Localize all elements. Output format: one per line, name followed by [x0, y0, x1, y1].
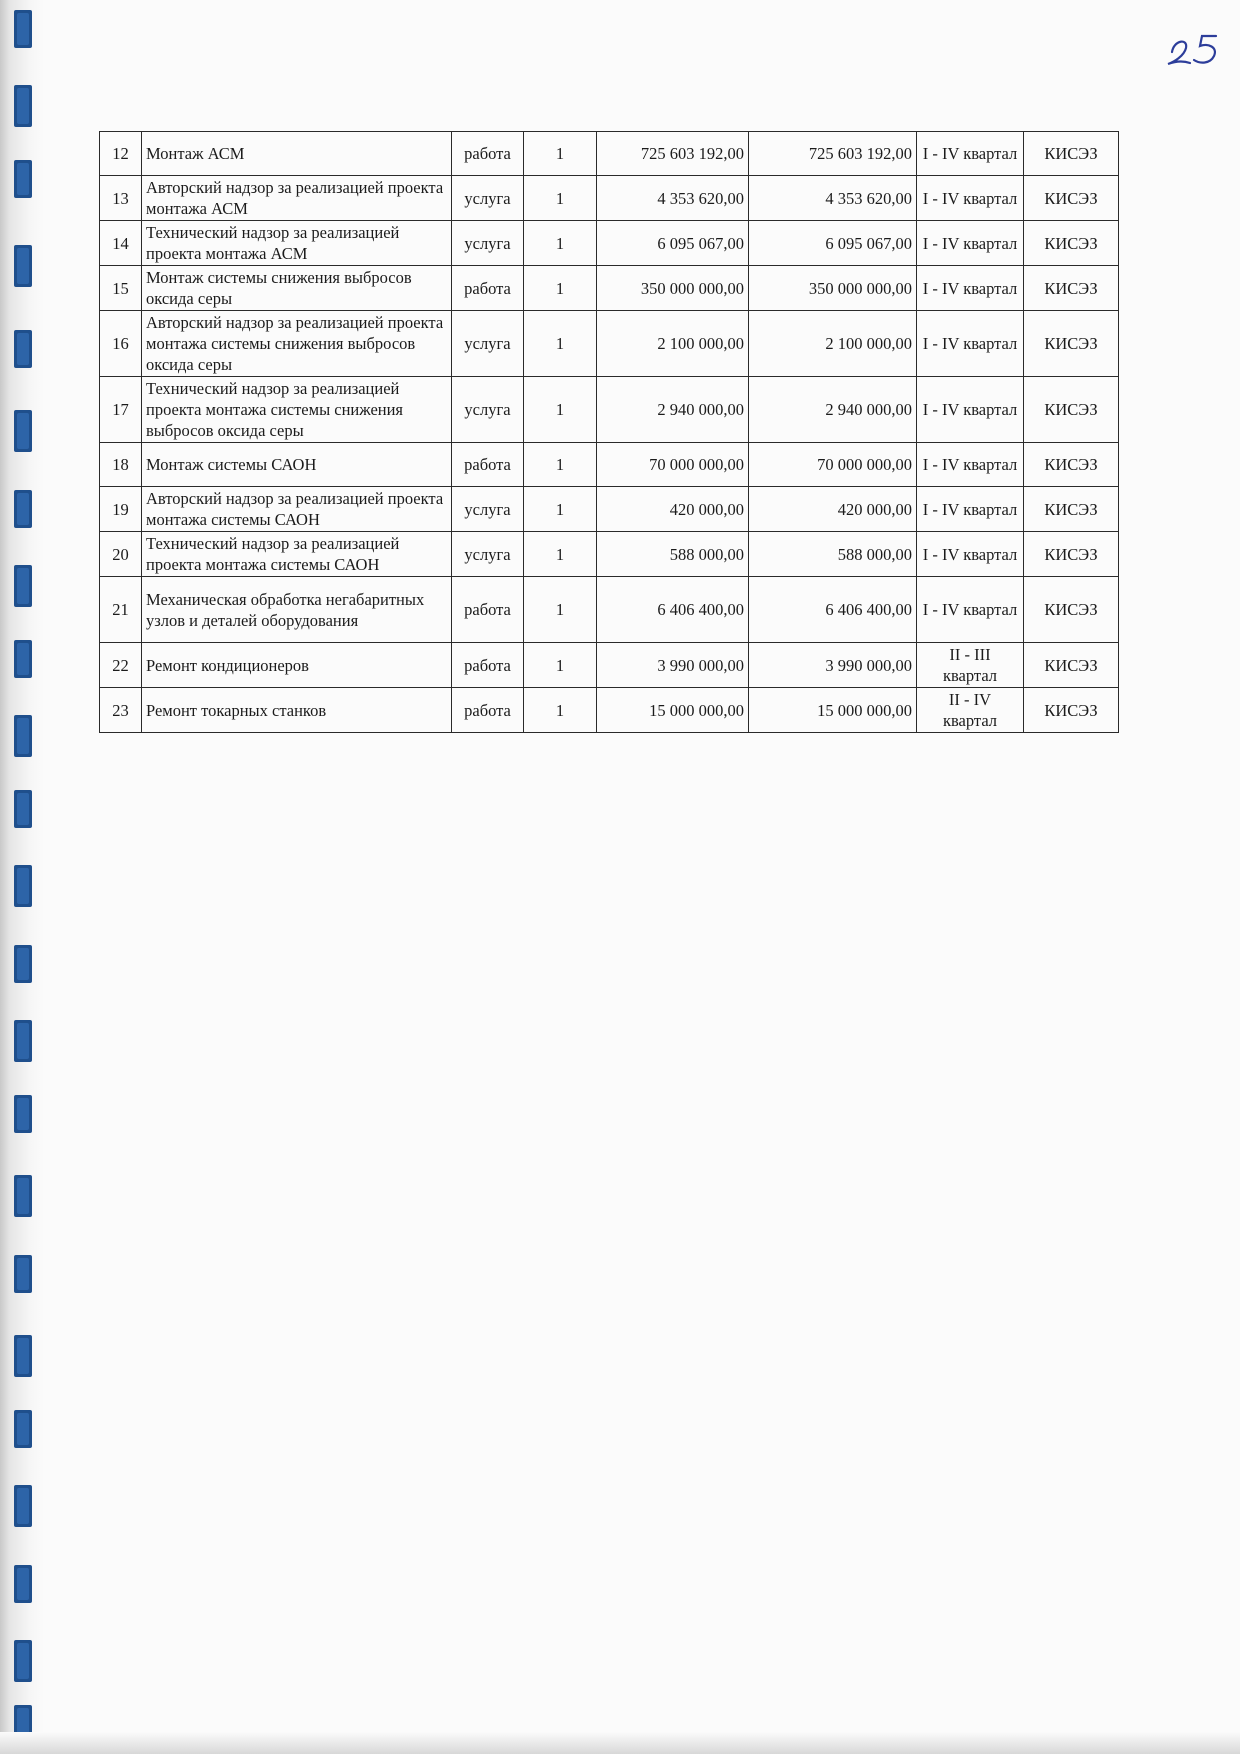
unit-cell: работа [452, 443, 524, 487]
row-number-cell: 23 [100, 688, 142, 733]
row-number-cell: 18 [100, 443, 142, 487]
unit-cell: работа [452, 577, 524, 643]
binding-coil [14, 1175, 32, 1217]
quantity-cell: 1 [524, 443, 597, 487]
item-name-cell: Технический надзор за реализацией проекта монтажа системы снижения выбросов оксида серы [142, 377, 452, 443]
binding-coil [14, 330, 32, 368]
row-number-cell: 12 [100, 132, 142, 176]
unit-price-cell: 70 000 000,00 [597, 443, 749, 487]
delivery-period-cell: I - IV квартал [917, 221, 1024, 266]
total-amount-cell: 4 353 620,00 [749, 176, 917, 221]
table-row [100, 266, 1119, 311]
total-amount-cell: 588 000,00 [749, 532, 917, 577]
table-row [100, 132, 1119, 176]
delivery-period-cell: I - IV квартал [917, 266, 1024, 311]
quantity-cell: 1 [524, 688, 597, 733]
total-amount-cell: 350 000 000,00 [749, 266, 917, 311]
delivery-period-cell: I - IV квартал [917, 377, 1024, 443]
organization-cell: КИСЭЗ [1024, 643, 1119, 688]
unit-cell: работа [452, 266, 524, 311]
procurement-table [99, 131, 1119, 733]
binding-coil [14, 565, 32, 607]
total-amount-cell: 6 406 400,00 [749, 577, 917, 643]
delivery-period-cell: I - IV квартал [917, 487, 1024, 532]
organization-cell: КИСЭЗ [1024, 132, 1119, 176]
item-name-cell: Авторский надзор за реализацией проекта монтажа АСМ [142, 176, 452, 221]
item-name-cell: Ремонт токарных станков [142, 688, 452, 733]
unit-price-cell: 15 000 000,00 [597, 688, 749, 733]
row-number-cell: 21 [100, 577, 142, 643]
delivery-period-cell: II - IV квартал [917, 688, 1024, 733]
total-amount-cell: 6 095 067,00 [749, 221, 917, 266]
quantity-cell: 1 [524, 266, 597, 311]
binding-coil [14, 10, 32, 48]
row-number-cell: 15 [100, 266, 142, 311]
delivery-period-cell: I - IV квартал [917, 532, 1024, 577]
unit-price-cell: 3 990 000,00 [597, 643, 749, 688]
unit-price-cell: 2 100 000,00 [597, 311, 749, 377]
binding-coil [14, 1255, 32, 1293]
unit-price-cell: 6 406 400,00 [597, 577, 749, 643]
table-row [100, 643, 1119, 688]
row-number-cell: 22 [100, 643, 142, 688]
item-name-cell: Монтаж системы САОН [142, 443, 452, 487]
delivery-period-cell: II - III квартал [917, 643, 1024, 688]
binding-coil [14, 490, 32, 528]
item-name-cell: Авторский надзор за реализацией проекта монтажа системы САОН [142, 487, 452, 532]
quantity-cell: 1 [524, 221, 597, 266]
unit-cell: услуга [452, 221, 524, 266]
row-number-cell: 20 [100, 532, 142, 577]
binding-coil [14, 640, 32, 678]
organization-cell: КИСЭЗ [1024, 221, 1119, 266]
row-number-cell: 14 [100, 221, 142, 266]
unit-price-cell: 4 353 620,00 [597, 176, 749, 221]
delivery-period-cell: I - IV квартал [917, 311, 1024, 377]
table-row [100, 487, 1119, 532]
binding-coil [14, 85, 32, 127]
unit-cell: работа [452, 132, 524, 176]
organization-cell: КИСЭЗ [1024, 487, 1119, 532]
page-number-glyphs [1164, 30, 1224, 68]
unit-price-cell: 2 940 000,00 [597, 377, 749, 443]
binding-coil [14, 160, 32, 198]
total-amount-cell: 725 603 192,00 [749, 132, 917, 176]
row-number-cell: 17 [100, 377, 142, 443]
table-row [100, 443, 1119, 487]
unit-cell: услуга [452, 487, 524, 532]
item-name-cell: Авторский надзор за реализацией проекта монтажа системы снижения выбросов оксида серы [142, 311, 452, 377]
organization-cell: КИСЭЗ [1024, 176, 1119, 221]
unit-cell: работа [452, 688, 524, 733]
binding-coil [14, 410, 32, 452]
delivery-period-cell: I - IV квартал [917, 577, 1024, 643]
binding-coil [14, 1485, 32, 1527]
organization-cell: КИСЭЗ [1024, 443, 1119, 487]
binding-coil [14, 715, 32, 757]
unit-cell: работа [452, 643, 524, 688]
table-row [100, 532, 1119, 577]
page-bottom-edge [0, 1732, 1240, 1754]
delivery-period-cell: I - IV квартал [917, 132, 1024, 176]
unit-price-cell: 350 000 000,00 [597, 266, 749, 311]
table-row [100, 377, 1119, 443]
unit-cell: услуга [452, 311, 524, 377]
delivery-period-cell: I - IV квартал [917, 443, 1024, 487]
item-name-cell: Монтаж системы снижения выбросов оксида серы [142, 266, 452, 311]
total-amount-cell: 2 940 000,00 [749, 377, 917, 443]
table-body [100, 132, 1119, 733]
organization-cell: КИСЭЗ [1024, 377, 1119, 443]
binding-coil [14, 1565, 32, 1603]
quantity-cell: 1 [524, 311, 597, 377]
item-name-cell: Ремонт кондиционеров [142, 643, 452, 688]
quantity-cell: 1 [524, 176, 597, 221]
binding-coil [14, 1020, 32, 1062]
unit-price-cell: 588 000,00 [597, 532, 749, 577]
organization-cell: КИСЭЗ [1024, 577, 1119, 643]
table-row [100, 577, 1119, 643]
binding-coil [14, 1640, 32, 1682]
quantity-cell: 1 [524, 487, 597, 532]
row-number-cell: 13 [100, 176, 142, 221]
organization-cell: КИСЭЗ [1024, 266, 1119, 311]
unit-price-cell: 725 603 192,00 [597, 132, 749, 176]
quantity-cell: 1 [524, 577, 597, 643]
quantity-cell: 1 [524, 532, 597, 577]
organization-cell: КИСЭЗ [1024, 532, 1119, 577]
item-name-cell: Монтаж АСМ [142, 132, 452, 176]
total-amount-cell: 420 000,00 [749, 487, 917, 532]
organization-cell: КИСЭЗ [1024, 311, 1119, 377]
binding-coil [14, 865, 32, 907]
total-amount-cell: 3 990 000,00 [749, 643, 917, 688]
table-row [100, 176, 1119, 221]
total-amount-cell: 15 000 000,00 [749, 688, 917, 733]
item-name-cell: Технический надзор за реализацией проекта монтажа АСМ [142, 221, 452, 266]
unit-cell: услуга [452, 176, 524, 221]
binding-coil [14, 945, 32, 983]
row-number-cell: 16 [100, 311, 142, 377]
binding-coil [14, 1410, 32, 1448]
unit-cell: услуга [452, 377, 524, 443]
binding-coil [14, 245, 32, 287]
table-row [100, 688, 1119, 733]
quantity-cell: 1 [524, 377, 597, 443]
table-row [100, 311, 1119, 377]
row-number-cell: 19 [100, 487, 142, 532]
quantity-cell: 1 [524, 643, 597, 688]
total-amount-cell: 2 100 000,00 [749, 311, 917, 377]
binding-coil [14, 790, 32, 828]
item-name-cell: Механическая обработка негабаритных узлов и деталей оборудования [142, 577, 452, 643]
binding-coil [14, 1095, 32, 1133]
table-row [100, 221, 1119, 266]
item-name-cell: Технический надзор за реализацией проекта монтажа системы САОН [142, 532, 452, 577]
binding-coil [14, 1335, 32, 1377]
unit-price-cell: 420 000,00 [597, 487, 749, 532]
unit-cell: услуга [452, 532, 524, 577]
total-amount-cell: 70 000 000,00 [749, 443, 917, 487]
delivery-period-cell: I - IV квартал [917, 176, 1024, 221]
unit-price-cell: 6 095 067,00 [597, 221, 749, 266]
quantity-cell: 1 [524, 132, 597, 176]
handwritten-page-number [1164, 30, 1224, 68]
organization-cell: КИСЭЗ [1024, 688, 1119, 733]
